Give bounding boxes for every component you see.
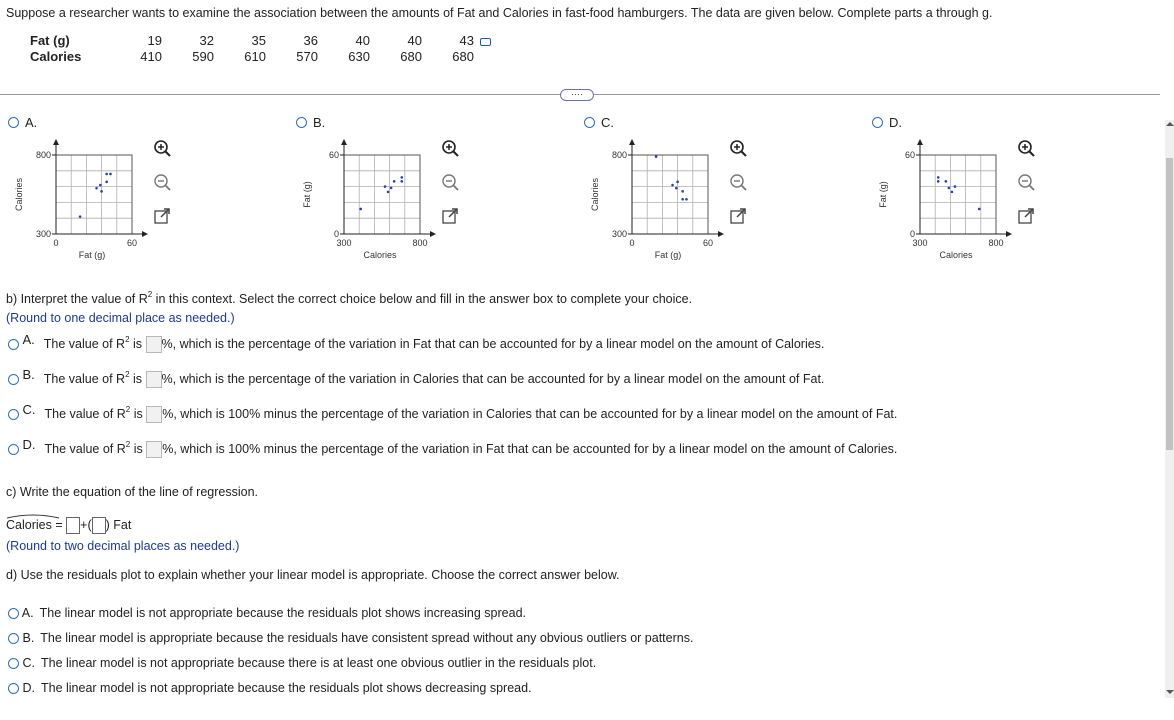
radio-button[interactable] [8,683,19,694]
partb-option-d[interactable] [8,437,898,458]
zoom-in-icon[interactable] [1017,139,1035,157]
choice-letter: D. [22,437,36,452]
partc-question: c) Write the equation of the line of regression. [6,485,258,499]
calories-value: 680 [452,49,474,64]
data-point [685,198,688,201]
partd-option-b[interactable] [8,631,693,645]
partc-rounding-note: (Round to two decimal places as needed.) [6,539,240,553]
partb-question [6,292,692,306]
y-tick-label-bottom: 300 [611,229,627,239]
x-tick-label-right: 800 [988,238,1004,248]
plot-frame [920,155,996,234]
option-text-tail: %, which is the percentage of the variation in Calories that can be accounted for by a linear model on the amount of Fat. [161,372,825,386]
x-tick-label-right: 60 [126,238,138,248]
radio-button[interactable] [8,374,19,385]
zoom-out-icon[interactable] [1017,173,1035,191]
y-tick-label-bottom: 300 [35,229,51,239]
partd-option-d[interactable] [8,681,532,695]
radio-button[interactable] [584,117,595,128]
open-new-window-icon[interactable] [1017,207,1035,225]
partb-option-b[interactable] [8,367,825,388]
fat-value: 19 [147,33,162,48]
x-tick-label-left: 0 [629,238,635,248]
r-squared-answer-box[interactable] [146,441,162,458]
calories-value: 610 [244,49,266,64]
x-tick-label-left: 0 [53,238,59,248]
plot-option-c[interactable] [582,114,862,274]
option-text-tail: %, which is the percentage of the variation in Fat that can be accounted for by a linear model on the amount of Calories. [161,337,825,351]
scatterplot [8,138,158,263]
partb-rounding-note: (Round to one decimal place as needed.) [6,311,235,325]
y-tick-label-top: 800 [35,150,51,160]
partb-question-text-2: in this context. Select the correct choice below and fill in the answer box to complete your choice. [152,292,693,306]
x-axis-arrow-icon [1006,231,1012,237]
choice-letter: A. [22,332,35,347]
calories-value: 680 [400,49,422,64]
fat-value: 32 [199,33,214,48]
x-axis-arrow-icon [142,231,148,237]
choice-letter: B. [22,367,35,382]
radio-button[interactable] [8,633,19,644]
zoom-out-icon[interactable] [441,173,459,191]
y-axis-arrow-icon [917,139,923,145]
radio-button[interactable] [8,409,19,420]
option-text-is: is [129,337,143,351]
fat-value: 40 [355,33,370,48]
partd-question: d) Use the residuals plot to explain whether your linear model is appropriate. Choose the correct answer below. [6,568,620,582]
data-point [948,187,951,190]
fat-row [30,33,491,49]
x-tick-label-right: 60 [702,238,714,248]
data-point [671,184,674,187]
partd-option-a[interactable] [8,606,526,620]
equals-sign: = [55,517,63,532]
data-point [951,191,954,194]
data-point [675,187,678,190]
y-axis-label: Calories [590,177,600,212]
choice-letter: B. [22,631,35,645]
plot-choice-label[interactable] [584,115,614,130]
data-point [393,180,396,183]
open-new-window-icon[interactable] [441,207,459,225]
open-new-window-icon[interactable] [153,207,171,225]
x-tick-label-right: 800 [412,238,428,248]
zoom-in-icon[interactable] [441,139,459,157]
choice-letter: C. [22,656,35,670]
data-point [681,190,684,193]
r-squared-answer-box[interactable] [146,336,162,353]
scroll-down-icon[interactable] [1166,689,1174,695]
partb-question-text: b) Interpret the value of R [6,292,148,306]
y-tick-label-top: 800 [611,150,627,160]
calories-value: 630 [348,49,370,64]
x-axis-label: Fat (g) [78,250,106,260]
fat-term: ) Fat [105,517,132,532]
option-text: The linear model is not appropriate because the residuals plot shows decreasing spread. [40,681,532,695]
data-point [681,198,684,201]
choice-letter: C. [22,402,36,417]
zoom-in-icon[interactable] [729,139,747,157]
option-text: The value of R [44,407,126,421]
fat-value: 36 [303,33,318,48]
regression-equation [6,517,131,534]
x-axis-arrow-icon [718,231,724,237]
y-axis-label: Fat (g) [302,181,312,208]
scrollbar-thumb[interactable] [1166,158,1173,450]
data-point [359,208,362,211]
calories-hat [6,518,55,532]
fat-value: 43 [459,33,474,48]
plot-choice-label[interactable] [8,115,37,130]
data-table [30,33,491,65]
scatterplot [296,138,446,263]
data-point [99,184,102,187]
x-axis-arrow-icon [430,231,436,237]
plot-option-a[interactable] [6,114,286,274]
calories-value: 410 [140,49,162,64]
data-point [655,155,658,158]
data-point [390,187,393,190]
superscript: 2 [147,290,153,299]
y-axis-label: Fat (g) [878,181,888,208]
scatterplot [584,138,734,263]
x-tick-label-left: 300 [336,238,352,248]
plot-option-d[interactable] [870,114,1150,274]
x-tick-label-left: 300 [912,238,928,248]
radio-button[interactable] [8,658,19,669]
option-text: The value of R [43,372,126,386]
plot-choice-label[interactable] [296,115,325,130]
slope-input[interactable] [92,517,106,534]
expand-more-button[interactable]: ···· [560,89,594,101]
fat-value: 35 [251,33,266,48]
calories-value: 570 [296,49,318,64]
option-text: The value of R [44,442,126,456]
option-text: The linear model is appropriate because the residuals have consistent spread without any obvious outliers or patterns. [40,631,694,645]
radio-button[interactable] [872,117,883,128]
y-tick-label-top: 60 [904,150,915,160]
intercept-input[interactable] [66,517,80,534]
x-axis-label: Fat (g) [654,250,682,260]
option-text-tail: %, which is 100% minus the percentage of the variation in Calories that can be accounted for by a linear model on the amount of Fat. [162,407,898,421]
data-point [937,180,940,183]
x-axis-label: Calories [363,250,397,260]
option-text: The linear model is not appropriate because there is at least one obvious outlier in the residuals plot. [40,656,597,670]
plot-frame [632,155,708,234]
option-text-is: is [129,372,143,386]
choice-letter: B. [313,115,326,130]
data-point [954,185,957,188]
equation-lhs: Calories [6,517,52,532]
superscript: 2 [125,370,130,379]
partb-option-a[interactable] [8,332,825,353]
choice-letter: A. [21,606,34,620]
problem-intro: Suppose a researcher wants to examine the association between the amounts of Fat and Calories in fast-food hamburgers. The data are given below. Complete parts a through g. [6,6,993,20]
calories-row-label: Calories [30,49,82,64]
fat-value: 40 [407,33,422,48]
superscript: 2 [125,335,130,344]
plot-choice-label[interactable] [872,115,902,130]
data-point [676,181,679,184]
hat-accent-icon [6,513,60,519]
choice-letter: A. [25,115,38,130]
y-axis-arrow-icon [53,139,59,145]
plot-frame [56,155,132,234]
y-tick-label-bottom: 0 [333,229,339,239]
data-point [978,208,981,211]
plot-option-b[interactable] [294,114,574,274]
choice-letter: C. [601,115,614,130]
zoom-in-icon[interactable] [153,139,171,157]
radio-button[interactable] [8,117,19,128]
option-text: The linear model is not appropriate because the residuals plot shows increasing spread. [39,606,526,620]
option-text-is: is [130,407,143,421]
y-axis-arrow-icon [341,139,347,145]
radio-button[interactable] [8,608,19,619]
r-squared-answer-box[interactable] [146,406,162,423]
y-tick-label-top: 60 [328,150,339,160]
zoom-out-icon[interactable] [729,173,747,191]
y-axis-arrow-icon [629,139,635,145]
data-point [95,187,98,190]
partb-option-c[interactable] [8,402,898,423]
option-text: The value of R [43,337,126,351]
scatterplot [872,138,1022,263]
r-squared-answer-box[interactable] [146,371,162,388]
data-point [400,176,403,179]
scroll-up-icon[interactable] [1166,121,1174,127]
choice-letter: D. [22,681,35,695]
open-new-window-icon[interactable] [729,207,747,225]
data-point [384,185,387,188]
x-axis-label: Calories [939,250,973,260]
data-point [105,181,108,184]
calories-row [30,49,491,65]
data-point [387,191,390,194]
radio-button[interactable] [8,339,19,350]
choice-letter: D. [889,115,902,130]
partd-option-c[interactable] [8,656,596,670]
data-point [100,190,103,193]
zoom-out-icon[interactable] [153,173,171,191]
y-axis-label: Calories [14,177,24,212]
data-point [937,176,940,179]
y-tick-label-bottom: 0 [909,229,915,239]
data-point [105,173,108,176]
data-point [79,215,82,218]
fat-row-label: Fat (g) [30,33,70,48]
superscript: 2 [125,405,131,414]
radio-button[interactable] [296,117,307,128]
copy-data-icon[interactable] [480,38,491,46]
data-point [400,180,403,183]
plot-frame [344,155,420,234]
option-text-is: is [130,442,143,456]
plus-sign: +( [80,517,92,532]
data-point [945,180,948,183]
calories-value: 590 [192,49,214,64]
option-text-tail: %, which is 100% minus the percentage of the variation in Fat that can be accounted for by a linear model on the amount of Calories. [162,442,898,456]
data-point [109,173,112,176]
radio-button[interactable] [8,444,19,455]
superscript: 2 [125,440,131,449]
